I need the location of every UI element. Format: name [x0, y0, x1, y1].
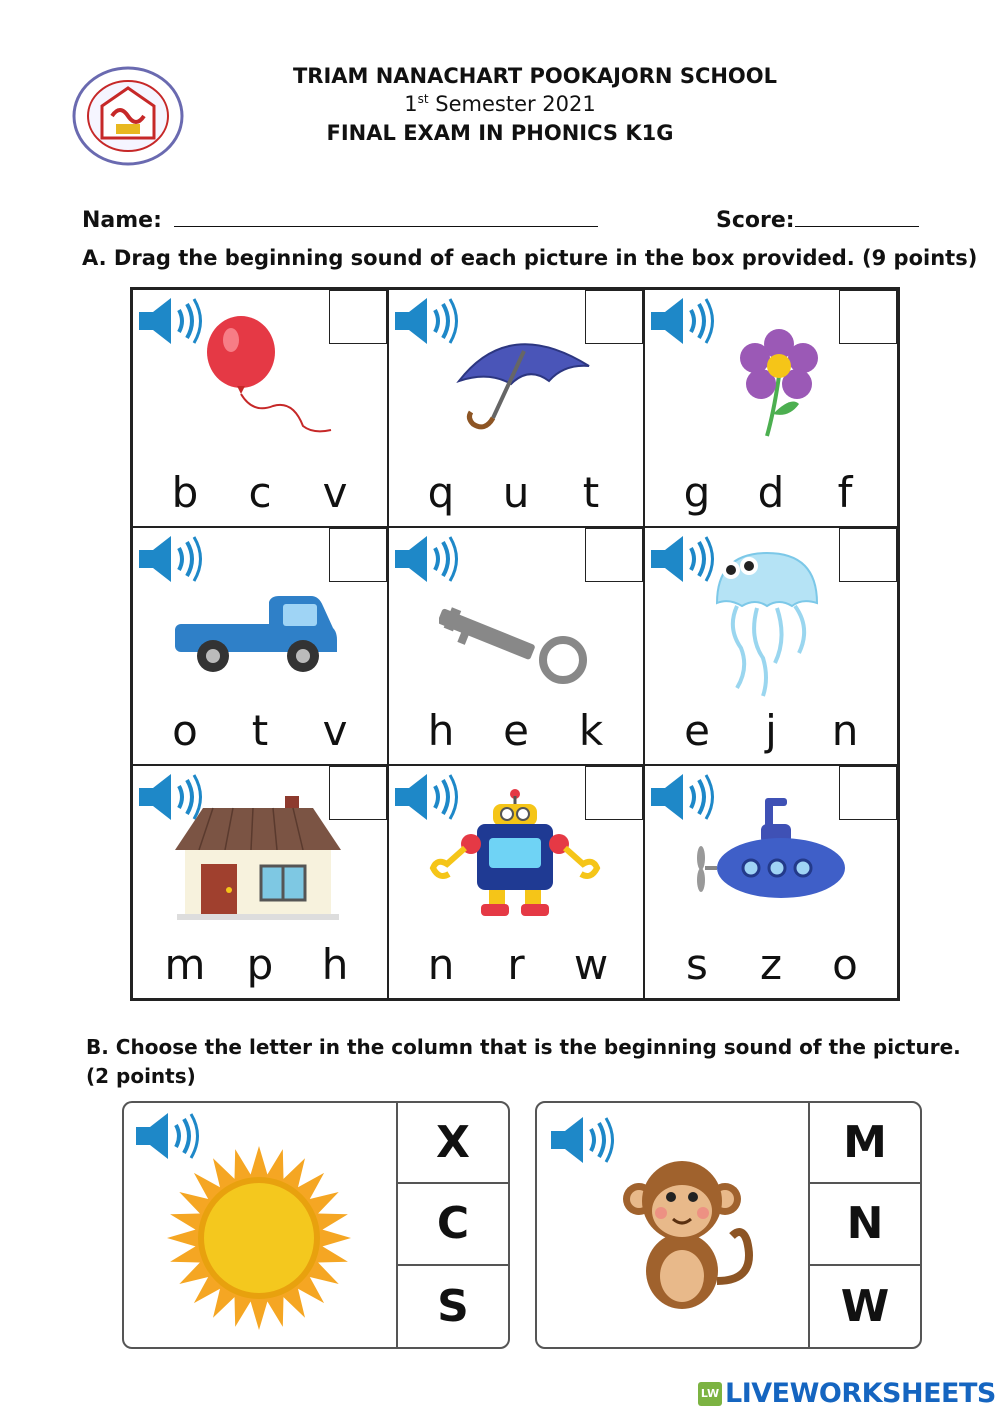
- letter-choices: [389, 468, 643, 517]
- section-b-panel-sun: [122, 1101, 510, 1349]
- brand-mark-icon: LW: [698, 1382, 722, 1406]
- exam-title: FINAL EXAM IN PHONICS K1G: [326, 121, 674, 145]
- letter-choice[interactable]: f: [837, 468, 853, 517]
- exercise-cell: [132, 765, 388, 999]
- exercise-cell: [388, 289, 644, 527]
- option-x[interactable]: X: [398, 1103, 508, 1184]
- score-row: [716, 206, 919, 233]
- letter-choice[interactable]: m: [164, 940, 206, 989]
- letter-choice[interactable]: e: [684, 706, 710, 755]
- exercise-cell: [644, 289, 898, 527]
- house-icon: [173, 792, 343, 926]
- letter-choice[interactable]: t: [582, 468, 600, 517]
- letter-choice[interactable]: v: [322, 468, 348, 517]
- exercise-cell: [644, 765, 898, 999]
- letter-choices: [389, 940, 643, 989]
- exercise-cell: [132, 289, 388, 527]
- truck-icon: [171, 594, 341, 678]
- letter-choices: [645, 706, 897, 755]
- letter-choice[interactable]: k: [578, 706, 604, 755]
- letter-choices: [389, 706, 643, 755]
- letter-choice[interactable]: e: [503, 706, 529, 755]
- letter-choices: [133, 706, 387, 755]
- speaker-icon[interactable]: [549, 1115, 615, 1165]
- letter-choice[interactable]: w: [573, 940, 609, 989]
- brand-name: LIVEWORKSHEETS: [725, 1378, 996, 1409]
- letter-choice[interactable]: o: [172, 706, 198, 755]
- section-b-points: (2 points): [86, 1064, 196, 1088]
- flower-icon: [729, 326, 829, 450]
- letter-choices: [645, 468, 897, 517]
- submarine-icon: [691, 798, 851, 912]
- score-field[interactable]: [795, 206, 919, 227]
- liveworksheets-logo: [698, 1378, 996, 1409]
- letter-choice[interactable]: n: [831, 706, 859, 755]
- letter-choice[interactable]: r: [507, 940, 525, 989]
- letter-choice[interactable]: d: [757, 468, 785, 517]
- section-a-grid: [130, 287, 900, 1001]
- answer-drop-box[interactable]: [839, 290, 897, 344]
- answer-drop-box[interactable]: [329, 290, 387, 344]
- option-c[interactable]: C: [398, 1184, 508, 1265]
- key-icon: [439, 600, 589, 694]
- exercise-cell: [644, 527, 898, 765]
- score-label: Score:: [716, 208, 795, 233]
- exercise-cell: [388, 765, 644, 999]
- section-a-instruction: A. Drag the beginning sound of each picture in the box provided. (9 points): [82, 246, 978, 270]
- answer-drop-box[interactable]: [329, 528, 387, 582]
- letter-choices: [133, 468, 387, 517]
- speaker-icon[interactable]: [649, 296, 715, 346]
- letter-choice[interactable]: c: [248, 468, 272, 517]
- balloon-icon: [183, 314, 333, 448]
- name-field[interactable]: [174, 206, 598, 227]
- option-w[interactable]: W: [840, 1280, 890, 1332]
- speaker-icon[interactable]: [649, 534, 715, 584]
- answer-drop-box[interactable]: [839, 528, 897, 582]
- speaker-icon[interactable]: [137, 534, 203, 584]
- letter-choice[interactable]: h: [427, 706, 455, 755]
- name-label: Name:: [82, 208, 162, 233]
- option-m[interactable]: M: [810, 1103, 920, 1184]
- letter-choices: [645, 940, 897, 989]
- answer-drop-box[interactable]: [585, 528, 643, 582]
- umbrella-icon: [449, 326, 599, 440]
- letter-choice[interactable]: z: [759, 940, 783, 989]
- option-s[interactable]: S: [437, 1280, 469, 1332]
- option-n[interactable]: N: [810, 1184, 920, 1265]
- letter-choice[interactable]: t: [251, 706, 269, 755]
- letter-choice[interactable]: v: [322, 706, 348, 755]
- letter-choice[interactable]: u: [502, 468, 530, 517]
- section-b-options-monkey: [808, 1103, 920, 1347]
- semester: 1st Semester 2021: [404, 92, 596, 116]
- letter-choices: [133, 940, 387, 989]
- monkey-icon: [617, 1161, 767, 1311]
- speaker-icon[interactable]: [393, 534, 459, 584]
- exercise-cell: [132, 527, 388, 765]
- school-name: TRIAM NANACHART POOKAJORN SCHOOL: [292, 64, 778, 88]
- letter-choice[interactable]: o: [832, 940, 858, 989]
- letter-choice[interactable]: j: [765, 706, 777, 755]
- letter-choice[interactable]: q: [427, 468, 455, 517]
- name-row: [82, 206, 598, 233]
- robot-icon: [425, 788, 605, 922]
- letter-choice[interactable]: s: [686, 940, 708, 989]
- letter-choice[interactable]: h: [321, 940, 349, 989]
- section-b-options-sun: [396, 1103, 508, 1347]
- letter-choice[interactable]: g: [683, 468, 711, 517]
- exercise-cell: [388, 527, 644, 765]
- letter-choice[interactable]: b: [171, 468, 199, 517]
- section-b-instruction: B. Choose the letter in the column that is the beginning sound of the picture.: [86, 1035, 961, 1059]
- jellyfish-icon: [707, 548, 827, 702]
- section-b-panel-monkey: [535, 1101, 922, 1349]
- sun-icon: [164, 1143, 354, 1333]
- letter-choice[interactable]: p: [246, 940, 274, 989]
- letter-choice[interactable]: n: [427, 940, 455, 989]
